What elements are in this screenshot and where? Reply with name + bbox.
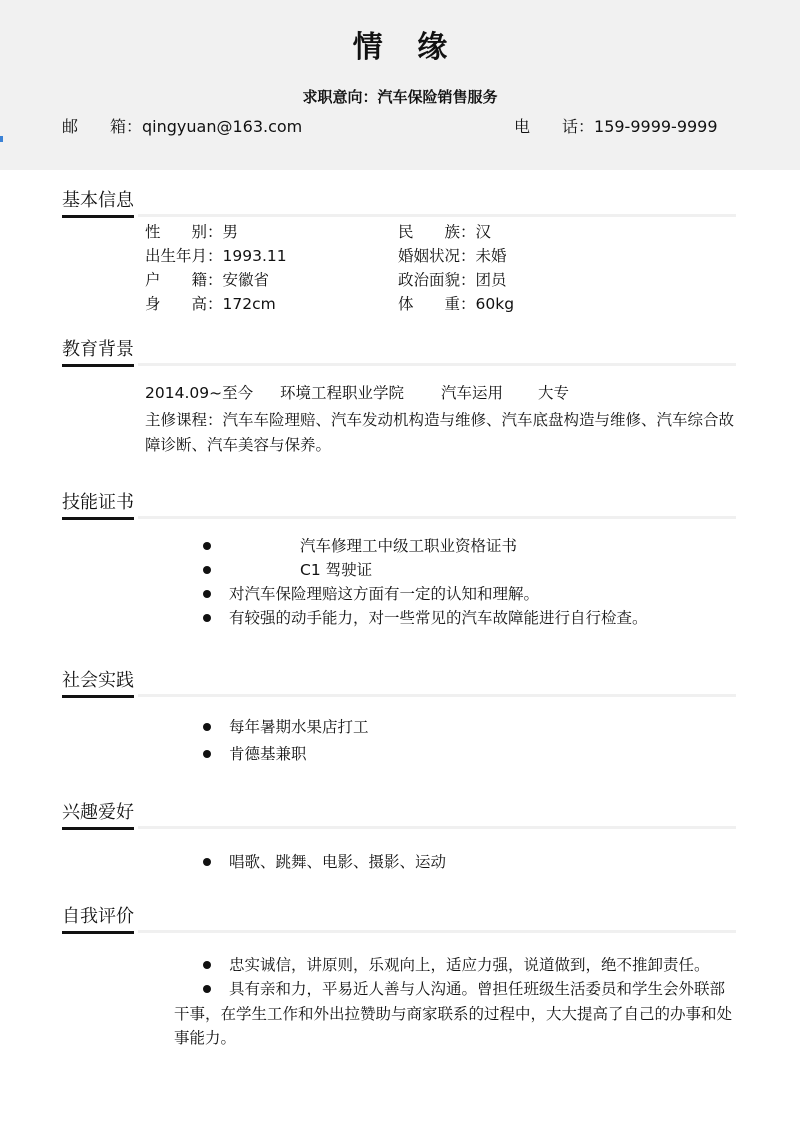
field-label: 民 族： bbox=[398, 223, 476, 241]
section-rule bbox=[138, 516, 736, 519]
skill-item: 对汽车保险理赔这方面有一定的认知和理解。 bbox=[229, 585, 540, 603]
section-rule bbox=[138, 930, 736, 933]
bullet-icon bbox=[203, 723, 211, 731]
section-rule bbox=[138, 363, 736, 366]
section-rule bbox=[138, 214, 736, 217]
basic-ethnicity bbox=[398, 220, 491, 244]
bullet-icon bbox=[203, 566, 211, 574]
resume-header bbox=[0, 0, 800, 170]
section-title-education: 教育背景 bbox=[62, 339, 134, 367]
field-label: 性 别： bbox=[145, 223, 223, 241]
basic-marital bbox=[398, 244, 507, 268]
field-value: 团员 bbox=[475, 271, 507, 289]
basic-weight bbox=[398, 292, 514, 316]
field-label: 出生年月： bbox=[145, 247, 223, 265]
section-title-practice: 社会实践 bbox=[62, 670, 134, 698]
candidate-name: 情 缘 bbox=[352, 30, 460, 65]
phone-label: 电 话： bbox=[514, 117, 595, 136]
field-value: 172cm bbox=[222, 295, 276, 313]
edu-degree: 大专 bbox=[538, 384, 570, 402]
bullet-icon bbox=[203, 750, 211, 758]
section-title-hobbies: 兴趣爱好 bbox=[62, 802, 134, 830]
email-value: qingyuan@163.com bbox=[142, 117, 303, 136]
field-value: 男 bbox=[222, 223, 239, 241]
phone-row bbox=[514, 114, 718, 137]
email-label: 邮 箱： bbox=[62, 117, 143, 136]
section-rule bbox=[138, 826, 736, 829]
edu-school: 环境工程职业学院 bbox=[280, 384, 405, 402]
field-label: 婚姻状况： bbox=[398, 247, 476, 265]
job-intent: 求职意向：汽车保险销售服务 bbox=[302, 88, 498, 106]
bullet-icon bbox=[203, 858, 211, 866]
field-label: 户 籍： bbox=[145, 271, 223, 289]
email-row bbox=[62, 114, 302, 137]
practice-item: 肯德基兼职 bbox=[229, 745, 307, 763]
bullet-icon bbox=[203, 542, 211, 550]
self-item: 忠实诚信，讲原则，乐观向上，适应力强，说道做到，绝不推卸责任。 bbox=[229, 956, 710, 974]
field-value: 60kg bbox=[475, 295, 515, 313]
section-title-basic: 基本信息 bbox=[62, 190, 134, 218]
field-label: 政治面貌： bbox=[398, 271, 476, 289]
field-value: 未婚 bbox=[475, 247, 507, 265]
basic-birth bbox=[145, 244, 287, 268]
basic-height bbox=[145, 292, 276, 316]
field-value: 安徽省 bbox=[222, 271, 270, 289]
bullet-icon bbox=[203, 590, 211, 598]
self-item: 具有亲和力，平易近人善与人沟通。曾担任班级生活委员和学生会外联部干事，在学生工作和外出拉赞助与商家联系的过程中，大大提高了自己的办事和处事能力。 bbox=[174, 980, 733, 1047]
phone-value: 159-9999-9999 bbox=[594, 117, 718, 136]
edu-period: 2014.09~至今 bbox=[145, 384, 254, 402]
section-title-self: 自我评价 bbox=[62, 906, 134, 934]
edge-mark bbox=[0, 136, 3, 142]
skill-item: 有较强的动手能力，对一些常见的汽车故障能进行自行检查。 bbox=[229, 609, 648, 627]
bullet-icon bbox=[203, 961, 211, 969]
section-title-skills: 技能证书 bbox=[62, 492, 134, 520]
basic-hukou bbox=[145, 268, 269, 292]
basic-gender bbox=[145, 220, 238, 244]
bullet-icon bbox=[203, 614, 211, 622]
edu-courses: 主修课程：汽车车险理赔、汽车发动机构造与维修、汽车底盘构造与维修、汽车综合故障诊断、汽车美容与保养。 bbox=[145, 411, 735, 454]
section-rule bbox=[138, 694, 736, 697]
practice-item: 每年暑期水果店打工 bbox=[229, 718, 369, 736]
field-value: 汉 bbox=[475, 223, 492, 241]
field-label: 身 高： bbox=[145, 295, 223, 313]
edu-major: 汽车运用 bbox=[441, 384, 504, 402]
hobby-item: 唱歌、跳舞、电影、摄影、运动 bbox=[229, 853, 447, 871]
basic-political bbox=[398, 268, 507, 292]
field-label: 体 重： bbox=[398, 295, 476, 313]
skill-item: 汽车修理工中级工职业资格证书 bbox=[300, 537, 518, 555]
field-value: 1993.11 bbox=[222, 247, 287, 265]
skill-item: C1 驾驶证 bbox=[300, 561, 373, 579]
